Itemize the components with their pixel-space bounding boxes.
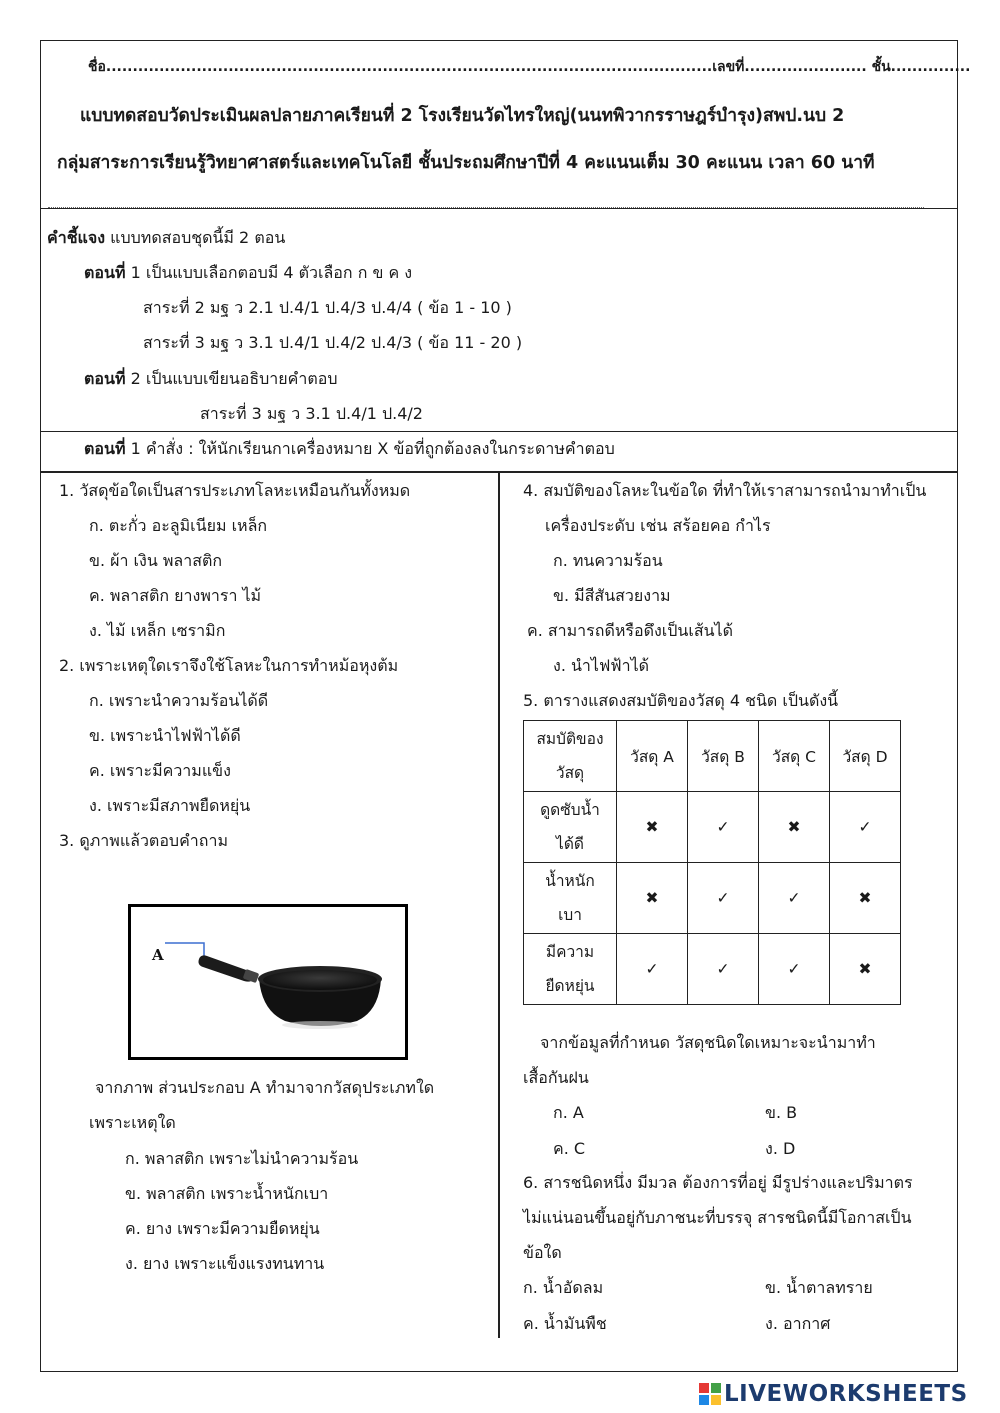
q4-question-line1: 4. สมบัติของโลหะในข้อใด ที่ทำให้เราสามารถนำมาทำเป็น: [523, 481, 927, 500]
q3-prompt-line1: จากภาพ ส่วนประกอบ A ทำมาจากวัสดุประเภทใด: [95, 1078, 435, 1097]
table-mark: ✓: [688, 863, 759, 934]
table-corner-header: สมบัติของ วัสดุ: [524, 721, 617, 792]
part2-strand: สาระที่ 3 มฐ ว 3.1 ป.4/1 ป.4/2: [200, 404, 423, 423]
row-label-lightweight: น้ำหนัก เบา: [524, 863, 617, 934]
q3-option-b[interactable]: ข. พลาสติก เพราะน้ำหนักเบา: [125, 1184, 329, 1203]
q1-option-a[interactable]: ก. ตะกั่ว อะลูมิเนียม เหล็ก: [89, 516, 268, 535]
instructions-divider: [40, 431, 958, 432]
q2-option-c[interactable]: ค. เพราะมีความแข็ง: [89, 761, 231, 780]
q2-option-d[interactable]: ง. เพราะมีสภาพยืดหยุ่น: [89, 796, 251, 815]
q6-option-b[interactable]: ข. น้ำตาลทราย: [765, 1278, 873, 1297]
q1-question: 1. วัสดุข้อใดเป็นสารประเภทโลหะเหมือนกันทั้งหมด: [59, 481, 411, 500]
q2-question: 2. เพราะเหตุใดเราจึงใช้โลหะในการทำหม้อหุงต้ม: [59, 656, 399, 675]
instructions-text: แบบทดสอบชุดนี้มี 2 ตอน: [110, 228, 286, 247]
q6-option-c[interactable]: ค. น้ำมันพืช: [523, 1314, 607, 1333]
q5-option-b[interactable]: ข. B: [765, 1103, 798, 1122]
part-a-label: A: [152, 946, 164, 964]
q5-option-d[interactable]: ง. D: [765, 1139, 796, 1158]
table-mark: ✓: [759, 934, 830, 1005]
q3-option-d[interactable]: ง. ยาง เพราะแข็งแรงทนทาน: [125, 1254, 325, 1273]
q5-question: 5. ตารางแสดงสมบัติของวัสดุ 4 ชนิด เป็นดังนี้: [523, 691, 839, 710]
q6-question-line3: ข้อใด: [523, 1243, 562, 1262]
table-header-material-c: วัสดุ C: [759, 721, 830, 792]
row-label-absorbs-water: ดูดซับน้ำ ได้ดี: [524, 792, 617, 863]
q2-option-a[interactable]: ก. เพราะนำความร้อนได้ดี: [89, 691, 269, 710]
table-mark: ✓: [688, 792, 759, 863]
q4-option-a[interactable]: ก. ทนความร้อน: [553, 551, 663, 570]
q6-question-line1: 6. สารชนิดหนึ่ง มีมวล ต้องการที่อยู่ มีรูปร่างและปริมาตร: [523, 1173, 913, 1192]
table-mark: ✖: [617, 863, 688, 934]
q6-option-a[interactable]: ก. น้ำอัดลม: [523, 1278, 604, 1297]
table-row: [524, 934, 901, 1005]
table-mark: ✖: [617, 792, 688, 863]
q5-option-c[interactable]: ค. C: [553, 1139, 586, 1158]
table-mark: ✓: [688, 934, 759, 1005]
q6-option-d[interactable]: ง. อากาศ: [765, 1314, 831, 1333]
section-instruction: 1 คำสั่ง : ให้นักเรียนกาเครื่องหมาย X ข้อที่ถูกต้องลงในกระดาษคำตอบ: [130, 439, 615, 458]
table-mark: ✖: [830, 863, 901, 934]
table-mark: ✖: [759, 792, 830, 863]
instructions-label: คำชี้แจง: [47, 228, 106, 247]
row-label-flexible: มีความ ยืดหยุ่น: [524, 934, 617, 1005]
part2-text: 2 เป็นแบบเขียนอธิบายคำตอบ: [130, 369, 338, 388]
table-mark: ✓: [617, 934, 688, 1005]
q2-option-b[interactable]: ข. เพราะนำไฟฟ้าได้ดี: [89, 726, 241, 745]
q3-option-c[interactable]: ค. ยาง เพราะมีความยืดหยุ่น: [125, 1219, 320, 1238]
table-row: [524, 792, 901, 863]
section-label: ตอนที่: [84, 439, 126, 458]
q3-prompt-line2: เพราะเหตุใด: [89, 1113, 176, 1132]
liveworksheets-logo-icon: [699, 1383, 721, 1405]
strand3-text: สาระที่ 3 มฐ ว 3.1 ป.4/1 ป.4/2 ป.4/3 ( ข้อ 11 - 20 ): [143, 333, 523, 352]
table-row: [524, 863, 901, 934]
strand2-text: สาระที่ 2 มฐ ว 2.1 ป.4/1 ป.4/3 ป.4/4 ( ข้อ 1 - 10 ): [143, 298, 512, 317]
q6-question-line2: ไม่แน่นอนขึ้นอยู่กับภาชนะที่บรรจุ สารชนิดนี้มีโอกาสเป็น: [523, 1208, 912, 1227]
header-divider: [40, 208, 958, 209]
q4-question-line2: เครื่องประดับ เช่น สร้อยคอ กำไร: [545, 516, 771, 535]
student-info-line: ชื่อ..................................................................................................................เลขที่....................... ชั้น...............: [88, 59, 971, 75]
q3-option-a[interactable]: ก. พลาสติก เพราะไม่นำความร้อน: [125, 1149, 359, 1168]
table-header-material-b: วัสดุ B: [688, 721, 759, 792]
table-header-material-a: วัสดุ A: [617, 721, 688, 792]
part2-label: ตอนที่: [84, 369, 126, 388]
q5-prompt-line2: เสื้อกันฝน: [523, 1068, 589, 1087]
frying-pan-icon: [131, 907, 405, 1057]
q1-option-b[interactable]: ข. ผ้า เงิน พลาสติก: [89, 551, 223, 570]
q4-option-c[interactable]: ค. สามารถดีหรือดึงเป็นเส้นได้: [527, 621, 733, 640]
q1-option-c[interactable]: ค. พลาสติก ยางพารา ไม้: [89, 586, 262, 605]
exam-title: แบบทดสอบวัดประเมินผลปลายภาคเรียนที่ 2 โรงเรียนวัดไทรใหญ่(นนทพิวากรราษฎร์บำรุง)สพป.นบ 2: [80, 106, 845, 126]
q1-option-d[interactable]: ง. ไม้ เหล็ก เซรามิก: [89, 621, 226, 640]
table-mark: ✓: [759, 863, 830, 934]
q5-prompt-line1: จากข้อมูลที่กำหนด วัสดุชนิดใดเหมาะจะนำมาทำ: [540, 1033, 876, 1052]
part1-text: 1 เป็นแบบเลือกตอบมี 4 ตัวเลือก ก ข ค ง: [130, 263, 413, 282]
material-properties-table: [523, 720, 901, 1005]
table-header-material-d: วัสดุ D: [830, 721, 901, 792]
table-mark: ✓: [830, 792, 901, 863]
table-mark: ✖: [830, 934, 901, 1005]
part1-label: ตอนที่: [84, 263, 126, 282]
q4-option-b[interactable]: ข. มีสีสันสวยงาม: [553, 586, 671, 605]
liveworksheets-logo[interactable]: LIVEWORKSHEETS: [724, 1381, 968, 1407]
q3-question: 3. ดูภาพแล้วตอบคำถาม: [59, 831, 228, 850]
q5-option-a[interactable]: ก. A: [553, 1103, 584, 1122]
q4-option-d[interactable]: ง. นำไฟฟ้าได้: [553, 656, 650, 675]
frying-pan-image: [128, 904, 408, 1060]
exam-subtitle: กลุ่มสาระการเรียนรู้วิทยาศาสตร์และเทคโนโลยี ชั้นประถมศึกษาปีที่ 4 คะแนนเต็ม 30 คะแนน เวลา 60 นาที: [57, 153, 875, 173]
column-divider: [498, 472, 500, 1338]
